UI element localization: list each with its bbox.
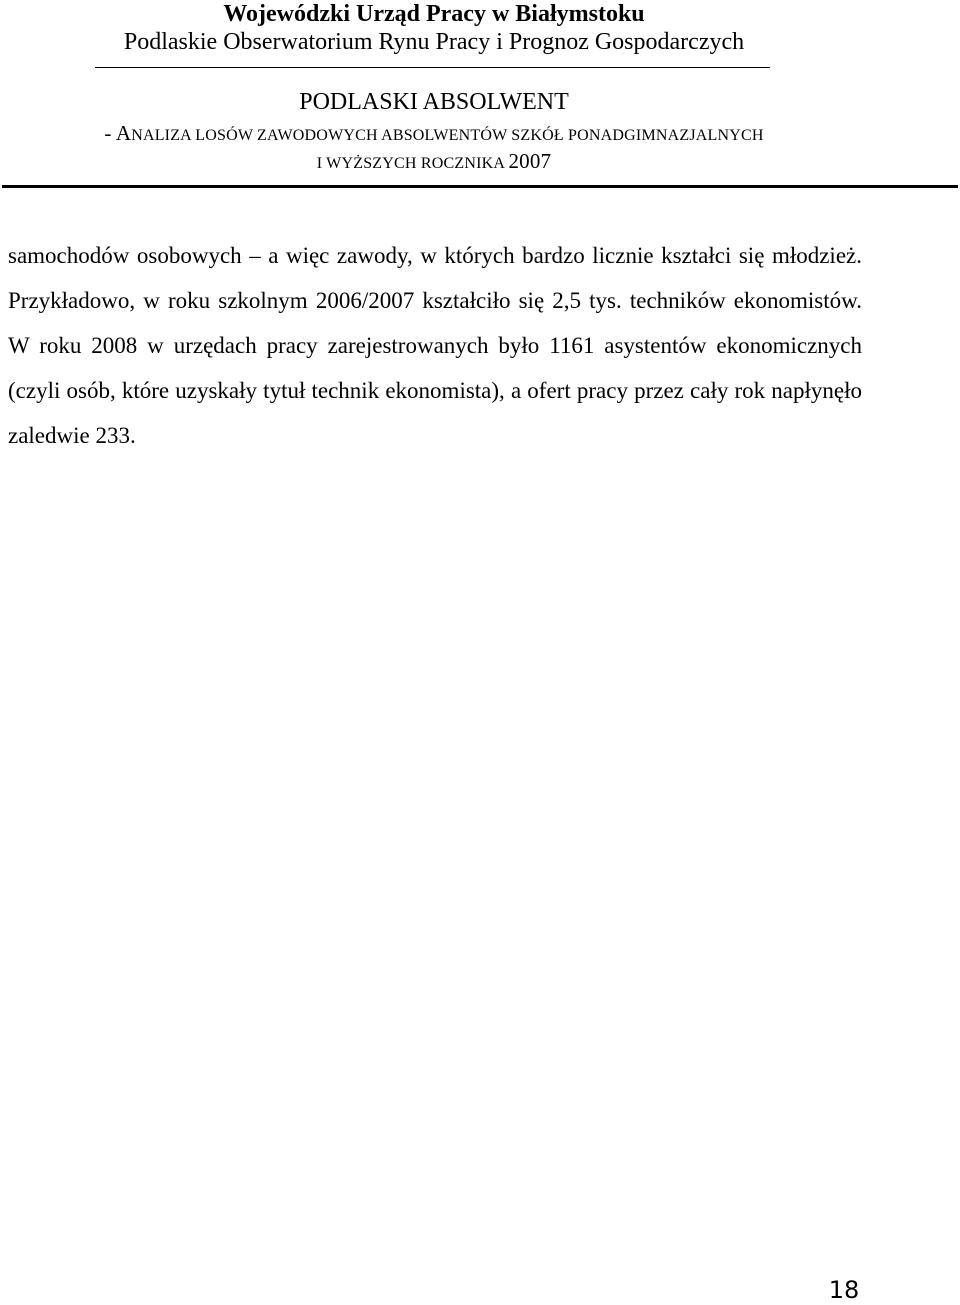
header-divider-thin <box>95 67 770 68</box>
report-subtitle-line2 <box>0 151 868 174</box>
body-paragraph: samochodów osobowych – a więc zawody, w których bardzo licznie kształci się młodzież. Przykładowo, w roku szkolnym 2006/2007 kształciło się 2,5 tys. techników ekonomistów. W roku 2008 w urzędach pracy zarejestrowanych było 1161 asystentów ekonomicznych (czyli osób, które uzyskały tytuł technik ekonomista), a ofert pracy przez cały rok napłynęło zaledwie 233. <box>8 243 862 448</box>
report-subtitle-line1 <box>0 123 868 146</box>
organization-name: Wojewódzki Urząd Pracy w Białymstoku <box>223 1 645 27</box>
report-subtitle-year: 2007 <box>508 149 552 173</box>
page-number: 18 <box>828 1276 860 1304</box>
organization-subtitle: Podlaskie Obserwatorium Rynu Pracy i Prognoz Gospodarczych <box>123 29 745 55</box>
report-subtitle-initial: A <box>115 121 132 145</box>
report-subtitle-rest: NALIZA LOSÓW ZAWODOWYCH ABSOLWENTÓW SZKÓŁ PONADGIMNAZJALNYCH <box>131 127 764 144</box>
report-title: PODLASKI ABSOLWENT <box>299 89 569 115</box>
header-divider-thick <box>2 185 958 188</box>
report-subtitle-dash: - <box>104 121 116 145</box>
report-subtitle-line2-text: I WYŻSZYCH ROCZNIKA <box>316 155 509 172</box>
